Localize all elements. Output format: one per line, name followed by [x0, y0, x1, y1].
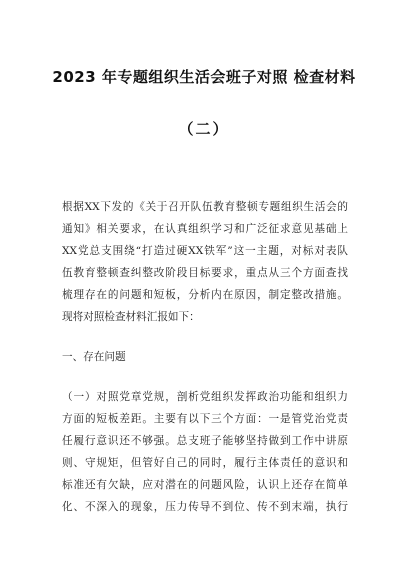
intro-line: XX党总支围绕“打造过硬XX铁军”这一主题，对标对表队 — [62, 245, 348, 257]
section-line: 方面的短板差距。主要有以下三个方面：一是管党治党责 — [62, 413, 348, 425]
document-title: 2023 年专题组织生活会班子对照 检查材料 — [52, 68, 356, 86]
intro-line: 梳理存在的问题和短板，分析内在原因，制定整改措施。 — [62, 289, 348, 301]
intro-line: 伍教育整顿查纠整改阶段目标要求，重点从三个方面查找 — [62, 267, 348, 279]
section-line: 标准还有欠缺，应对潜在的问题风险，认识上还存在简单 — [62, 479, 348, 491]
section-heading: 一、存在问题 — [62, 351, 126, 363]
intro-line: 根据XX下发的《关于召开队伍教育整顿专题组织生活会的 — [62, 201, 348, 213]
section-line: 则、守规矩，但管好自己的同时，履行主体责任的意识和 — [62, 457, 348, 469]
document-subtitle: （二） — [178, 120, 230, 138]
section-line: 化、不深入的现象，压力传导不到位、传不到末端，执行 — [62, 501, 348, 513]
section-line: 任履行意识还不够强。总支班子能够坚持做到工作中讲原 — [62, 435, 348, 447]
intro-line: 现将对照检查材料汇报如下： — [62, 311, 200, 323]
intro-line: 通知》相关要求，在认真组织学习和广泛征求意见基础上 — [62, 223, 348, 235]
section-line: （一）对照党章党规，剖析党组织发挥政治功能和组织力 — [62, 391, 348, 403]
